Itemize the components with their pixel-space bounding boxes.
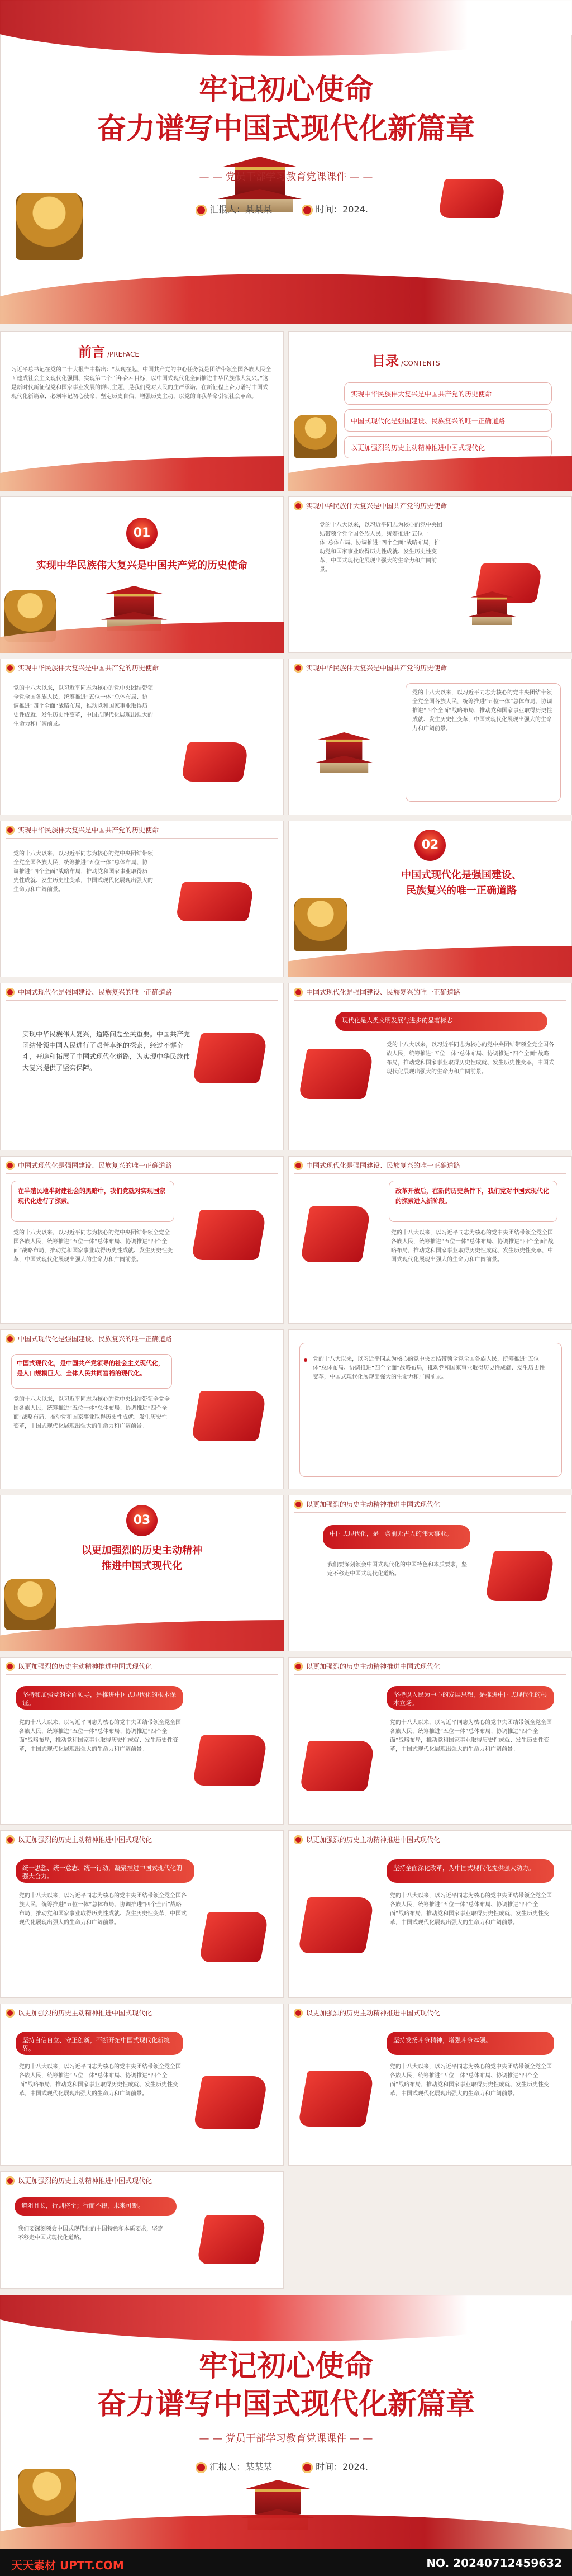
ending-slide — [0, 2295, 572, 2549]
party-emblem-icon — [294, 1500, 303, 1509]
red-flag-icon — [298, 2071, 375, 2127]
cover-title-line2: 奋力谱写中国式现代化新篇章 — [97, 112, 475, 146]
red-flag-icon — [298, 1049, 374, 1099]
lion-statue-icon — [4, 1579, 56, 1630]
toc-item-2-label: 中国式现代化是强国建设、民族复兴的唯一正确道路 — [351, 417, 506, 425]
section3-title-line2: 推进中国式现代化 — [102, 1560, 182, 1572]
red-flag-icon — [191, 1210, 267, 1260]
party-emblem-icon — [6, 826, 15, 835]
slide-header: 中国式现代化是强国建设、民族复兴的唯一正确道路 — [6, 1334, 172, 1343]
section1-slide-2 — [0, 659, 284, 815]
closing-quote-pill: 道阻且长，行则将至；行而不辍，未来可期。 — [15, 2197, 177, 2216]
red-flag-icon — [181, 742, 249, 782]
section3-slide-9 — [0, 2171, 284, 2289]
cover-slide — [0, 0, 572, 324]
slide-header: 中国式现代化是强国建设、民族复兴的唯一正确道路 — [294, 1161, 460, 1170]
red-flag-icon — [193, 2076, 269, 2129]
section2-slide-7 — [288, 1329, 572, 1489]
slide-header: 实现中华民族伟大复兴是中国共产党的历史使命 — [294, 501, 447, 510]
slide-body-text: 党的十八大以来，以习近平同志为核心的党中央团结带领全党全国各族人民，统筹推进“五位一体”总体布局、协调推进“四个全面”战略布局，推动党和国家事业取得历史性成就、发生历史性变革，中国式现代化展现出强大的生命力和广阔前景。 — [19, 1720, 181, 1753]
red-flag-icon — [300, 1206, 371, 1262]
pull-quote: 在半殖民地半封建社会的黑暗中，我们党就对实现国家现代化进行了探索。 — [18, 1187, 165, 1205]
slide-body-text: 党的十八大以来，以习近平同志为核心的党中央团结带领全党全国各族人民，统筹推进“五位一体”总体布局、协调推进“四个全面”战略布局，推动党和国家事业取得历史性成就、发生历史性变革，中国式现代化展现出强大的生命力和广阔前景。 — [390, 1720, 552, 1753]
red-flag-icon — [191, 1391, 267, 1441]
ending-subtitle: — — 党员干部学习教育党课课件 — — — [199, 2433, 373, 2445]
red-flag-icon — [485, 1551, 555, 1601]
section-number: 02 — [414, 830, 446, 861]
slide-body-text: 党的十八大以来，以习近平同志为核心的党中央团结带领全党全国各族人民，统筹推进“五位一体”总体布局、协调推进“四个全面”战略布局，推动党和国家事业取得历史性成就、发生历史性变革，中国式现代化展现出强大的生命力和广阔前景。 — [320, 522, 442, 573]
section2-slide-2 — [0, 983, 284, 1150]
slide-header: 以更加强烈的历史主动精神推进中国式现代化 — [6, 1661, 152, 1671]
section3-slide — [0, 1495, 284, 1651]
party-emblem-icon — [294, 2009, 303, 2018]
section2-slide — [288, 821, 572, 977]
party-emblem-icon — [196, 205, 207, 216]
cover-subtitle: — — 党员干部学习教育党课课件 — — — [199, 171, 373, 183]
ending-presenter: 汇报人：某某某 — [196, 2460, 272, 2473]
section2-slide-4 — [0, 1156, 284, 1324]
party-emblem-icon — [6, 664, 15, 673]
contents-slide — [288, 331, 572, 491]
quote-pill: 坚持发扬斗争精神，增强斗争本领。 — [387, 2032, 554, 2055]
section3-slide-4 — [288, 1657, 572, 1825]
slide-header: 以更加强烈的历史主动精神推进中国式现代化 — [6, 2176, 152, 2185]
party-emblem-icon — [6, 1662, 15, 1671]
slide-header: 以更加强烈的历史主动精神推进中国式现代化 — [294, 1661, 440, 1671]
quote-pill: 坚持以人民为中心的发展思想，是推进中国式现代化的根本立场。 — [387, 1686, 554, 1710]
red-flag-icon — [299, 1741, 375, 1791]
slide-header: 中国式现代化是强国建设、民族复兴的唯一正确道路 — [6, 1161, 172, 1170]
slide-header: 实现中华民族伟大复兴是中国共产党的历史使命 — [6, 825, 159, 835]
slide-body-text: 党的十八大以来，以习近平同志为核心的党中央团结带领全党全国各族人民，统筹推进“五位一体”总体布局、协调推进“四个全面”战略布局，推动党和国家事业取得历史性成就、发生历史性变革，中国式现代化展现出强大的生命力和广阔前景。 — [13, 1230, 173, 1263]
party-emblem-icon — [6, 1161, 15, 1170]
slide-body-text: 党的十八大以来，以习近平同志为核心的党中央团结带领全党全国各族人民，统筹推进“五位一体”总体布局、协调推进“四个全面”战略布局，推动党和国家事业取得历史性成就、发生历史性变革，中国式现代化展现出强大的生命力和广阔前景。 — [387, 1042, 554, 1075]
quote-pill: 坚持和加强党的全面领导，是推进中国式现代化的根本保证。 — [16, 1686, 183, 1710]
section1-slide-3 — [288, 659, 572, 815]
slide-header: 以更加强烈的历史主动精神推进中国式现代化 — [294, 1499, 440, 1509]
slide-body-text: 党的十八大以来，以习近平同志为核心的党中央团结带领全党全国各族人民，统筹推进“五位一体”总体布局、协调推进“四个全面”战略布局，推动党和国家事业取得历史性成就、发生历史性变革，中国式现代化展现出强大的生命力和广阔前景。 — [390, 1893, 552, 1926]
slide-header: 中国式现代化是强国建设、民族复兴的唯一正确道路 — [294, 987, 460, 997]
party-emblem-icon — [6, 988, 15, 997]
temple-icon — [467, 591, 517, 625]
party-emblem-icon — [294, 664, 303, 673]
temple-icon — [314, 732, 374, 773]
red-flag-icon — [438, 179, 506, 218]
slide-header: 以更加强烈的历史主动精神推进中国式现代化 — [6, 1835, 152, 1844]
section1-slide-4 — [0, 821, 284, 977]
toc-item-3-label: 以更加强烈的历史主动精神推进中国式现代化 — [351, 444, 485, 452]
ending-title-line1: 牢记初心使命 — [198, 2350, 373, 2383]
red-flag-icon — [192, 1033, 268, 1083]
party-emblem-icon — [294, 1662, 303, 1671]
lion-statue-icon — [294, 898, 347, 951]
section2-slide-5 — [288, 1156, 572, 1324]
red-flag-icon — [197, 2215, 267, 2264]
quote-pill: 统一思想、统一意志、统一行动，凝聚推进中国式现代化的强大合力。 — [16, 1859, 194, 1883]
slide-body-text: 我们要深刻领会中国式现代化的中国特色和本质要求，坚定不移走中国式现代化道路。 — [327, 1562, 467, 1577]
slide-body-text: 党的十八大以来，以习近平同志为核心的党中央团结带领全党全国各族人民，统筹推进“五位一体”总体布局、协调推进“四个全面”战略布局，推动党和国家事业取得历史性成就、发生历史性变革，中国式现代化展现出强大的生命力和广阔前景。 — [390, 2064, 552, 2097]
red-flag-icon — [175, 882, 255, 921]
party-emblem-icon — [294, 1161, 303, 1170]
party-emblem-icon — [6, 1835, 15, 1844]
ending-title-line2: 奋力谱写中国式现代化新篇章 — [97, 2388, 475, 2421]
section1-slide — [0, 496, 284, 653]
section1-detail-slide — [288, 496, 572, 653]
section3-title-line1: 以更加强烈的历史主动精神 — [82, 1545, 202, 1556]
headline-pill: 现代化是人类文明发展与进步的显著标志 — [335, 1012, 547, 1031]
section3-slide-8 — [288, 2004, 572, 2166]
party-emblem-icon — [294, 1835, 303, 1844]
slide-body-text: 党的十八大以来，以习近平同志为核心的党中央团结带领全党全国各族人民，统筹推进“五位一体”总体布局、协调推进“四个全面”战略布局，推动党和国家事业取得历史性成就、发生历史性变革，中国式现代化展现出强大的生命力和广阔前景。 — [412, 690, 552, 732]
section3-slide-7 — [0, 2004, 284, 2166]
section3-slide-2 — [288, 1495, 572, 1651]
slide-header: 以更加强烈的历史主动精神推进中国式现代化 — [294, 1835, 440, 1844]
slide-body-text: 党的十八大以来，以习近平同志为核心的党中央团结带领全党全国各族人民，统筹推进“五位一体”总体布局、协调推进“四个全面”战略布局，推动党和国家事业取得历史性成就、发生历史性变革，中国式现代化展现出强大的生命力和广阔前景。 — [13, 1396, 170, 1429]
quote-pill: 中国式现代化，是一条前无古人的伟大事业。 — [323, 1525, 470, 1549]
ending-time: 时间：2024. — [302, 2460, 368, 2473]
party-emblem-icon — [6, 2009, 15, 2018]
cover-title-line1: 牢记初心使命 — [198, 73, 373, 107]
section2-title-line2: 民族复兴的唯一正确道路 — [406, 885, 517, 897]
preface-title: 前言 /PREFACE — [78, 344, 139, 360]
lion-statue-icon — [16, 193, 83, 260]
section3-slide-6 — [288, 1830, 572, 1998]
cover-presenter: 汇报人：某某某 — [196, 202, 272, 216]
slide-body-text: 实现中华民族伟大复兴，道路问题至关重要。中国共产党团结带领中国人民进行了艰苦卓绝的探索，经过不懈奋斗，开辟和拓展了中国式现代化道路，为实现中华民族伟大复兴提供了坚实保障。 — [22, 1030, 190, 1072]
slide-body-text: 党的十八大以来，以习近平同志为核心的党中央团结带领全党全国各族人民，统筹推进“五位一体”总体布局、协调推进“四个全面”战略布局，推动党和国家事业取得历史性成就、发生历史性变革，中国式现代化展现出强大的生命力和广阔前景。 — [13, 685, 153, 727]
slide-body-text: 党的十八大以来，以习近平同志为核心的党中央团结带领全党全国各族人民，统筹推进“五位一体”总体布局、协调推进“四个全面”战略布局，推动党和国家事业取得历史性成就、发生历史性变革，中国式现代化展现出强大的生命力和广阔前景。 — [19, 1893, 187, 1926]
red-flag-icon — [298, 1897, 375, 1953]
pull-quote: 改革开放后，在新的历史条件下，我们党对中国式现代化的探索进入新阶段。 — [395, 1187, 549, 1205]
party-emblem-icon — [6, 2176, 15, 2185]
contents-title: 目录 /CONTENTS — [372, 353, 440, 369]
quote-pill: 坚持自信自立、守正创新，不断开拓中国式现代化新境界。 — [16, 2032, 183, 2055]
preface-slide — [0, 331, 284, 491]
slide-header: 中国式现代化是强国建设、民族复兴的唯一正确道路 — [6, 987, 172, 997]
party-emblem-icon — [196, 2462, 207, 2473]
slide-header: 实现中华民族伟大复兴是中国共产党的历史使命 — [294, 663, 447, 673]
clock-icon — [302, 205, 313, 216]
party-emblem-icon — [294, 988, 303, 997]
section1-title: 实现中华民族伟大复兴是中国共产党的历史使命 — [36, 560, 247, 571]
watermark-right: NO. 20240712459632 — [426, 2556, 562, 2570]
slide-header: 实现中华民族伟大复兴是中国共产党的历史使命 — [6, 663, 159, 673]
section2-slide-3 — [288, 983, 572, 1150]
slide-body-text: 我们要深刻领会中国式现代化的中国特色和本质要求，坚定不移走中国式现代化道路。 — [18, 2226, 163, 2241]
section-number: 03 — [126, 1505, 158, 1536]
pull-quote: 中国式现代化，是中国共产党领导的社会主义现代化，是人口规模巨大、全体人民共同富裕的现代化。 — [17, 1360, 164, 1377]
section-number: 01 — [126, 518, 158, 549]
red-flag-icon — [192, 1735, 268, 1786]
red-flag-icon — [199, 1912, 269, 1962]
lion-statue-icon — [294, 415, 337, 458]
slide-body-text: 党的十八大以来，以习近平同志为核心的党中央团结带领全党全国各族人民，统筹推进“五位一体”总体布局、协调推进“四个全面”战略布局，推动党和国家事业取得历史性成就、发生历史性变革，中国式现代化展现出强大的生命力和广阔前景。 — [391, 1230, 554, 1263]
section2-slide-6 — [0, 1329, 284, 1489]
slide-header: 以更加强烈的历史主动精神推进中国式现代化 — [6, 2008, 152, 2018]
party-emblem-icon — [6, 1334, 15, 1343]
lion-statue-icon — [18, 2469, 76, 2527]
slide-header: 以更加强烈的历史主动精神推进中国式现代化 — [294, 2008, 440, 2018]
cover-time: 时间：2024. — [302, 202, 368, 216]
section3-slide-3 — [0, 1657, 284, 1825]
quote-pill: 坚持全面深化改革，为中国式现代化提供强大动力。 — [387, 1859, 554, 1883]
slide-body-text: 党的十八大以来，以习近平同志为核心的党中央团结带领全党全国各族人民，统筹推进“五位一体”总体布局、协调推进“四个全面”战略布局，推动党和国家事业取得历史性成就、发生历史性变革，中国式现代化展现出强大的生命力和广阔前景。 — [13, 851, 153, 893]
watermark-left: 天天素材 UPTT.COM — [11, 2559, 124, 2572]
section2-title-line1: 中国式现代化是强国建设、 — [401, 869, 522, 881]
clock-icon — [302, 2462, 313, 2473]
party-emblem-icon — [294, 501, 303, 510]
section3-slide-5 — [0, 1830, 284, 1998]
slide-body-text: 党的十八大以来，以习近平同志为核心的党中央团结带领全党全国各族人民，统筹推进“五位一体”总体布局、协调推进“四个全面”战略布局，推动党和国家事业取得历史性成就、发生历史性变革，中国式现代化展现出强大的生命力和广阔前景。 — [313, 1356, 545, 1380]
slide-body-text: 党的十八大以来，以习近平同志为核心的党中央团结带领全党全国各族人民，统筹推进“五位一体”总体布局、协调推进“四个全面”战略布局，推动党和国家事业取得历史性成就、发生历史性变革，中国式现代化展现出强大的生命力和广阔前景。 — [19, 2064, 181, 2097]
toc-item-1-label: 实现中华民族伟大复兴是中国共产党的历史使命 — [351, 390, 492, 398]
preface-text: 习近平总书记在党的二十大报告中指出：“从现在起，中国共产党的中心任务就是团结带领全国各族人民全面建成社会主义现代化强国、实现第二个百年奋斗目标，以中国式现代化全面推进中华民族伟大复兴。”这是新时代新征程党和国家事业发展的鲜明主题，是我们党对人民的庄严承诺。在新征程上奋力谱写中国式现代化新篇章，必须牢记初心使命，坚定历史自信，增强历史主动，以党的自我革命引领社会革命。 — [11, 367, 271, 400]
